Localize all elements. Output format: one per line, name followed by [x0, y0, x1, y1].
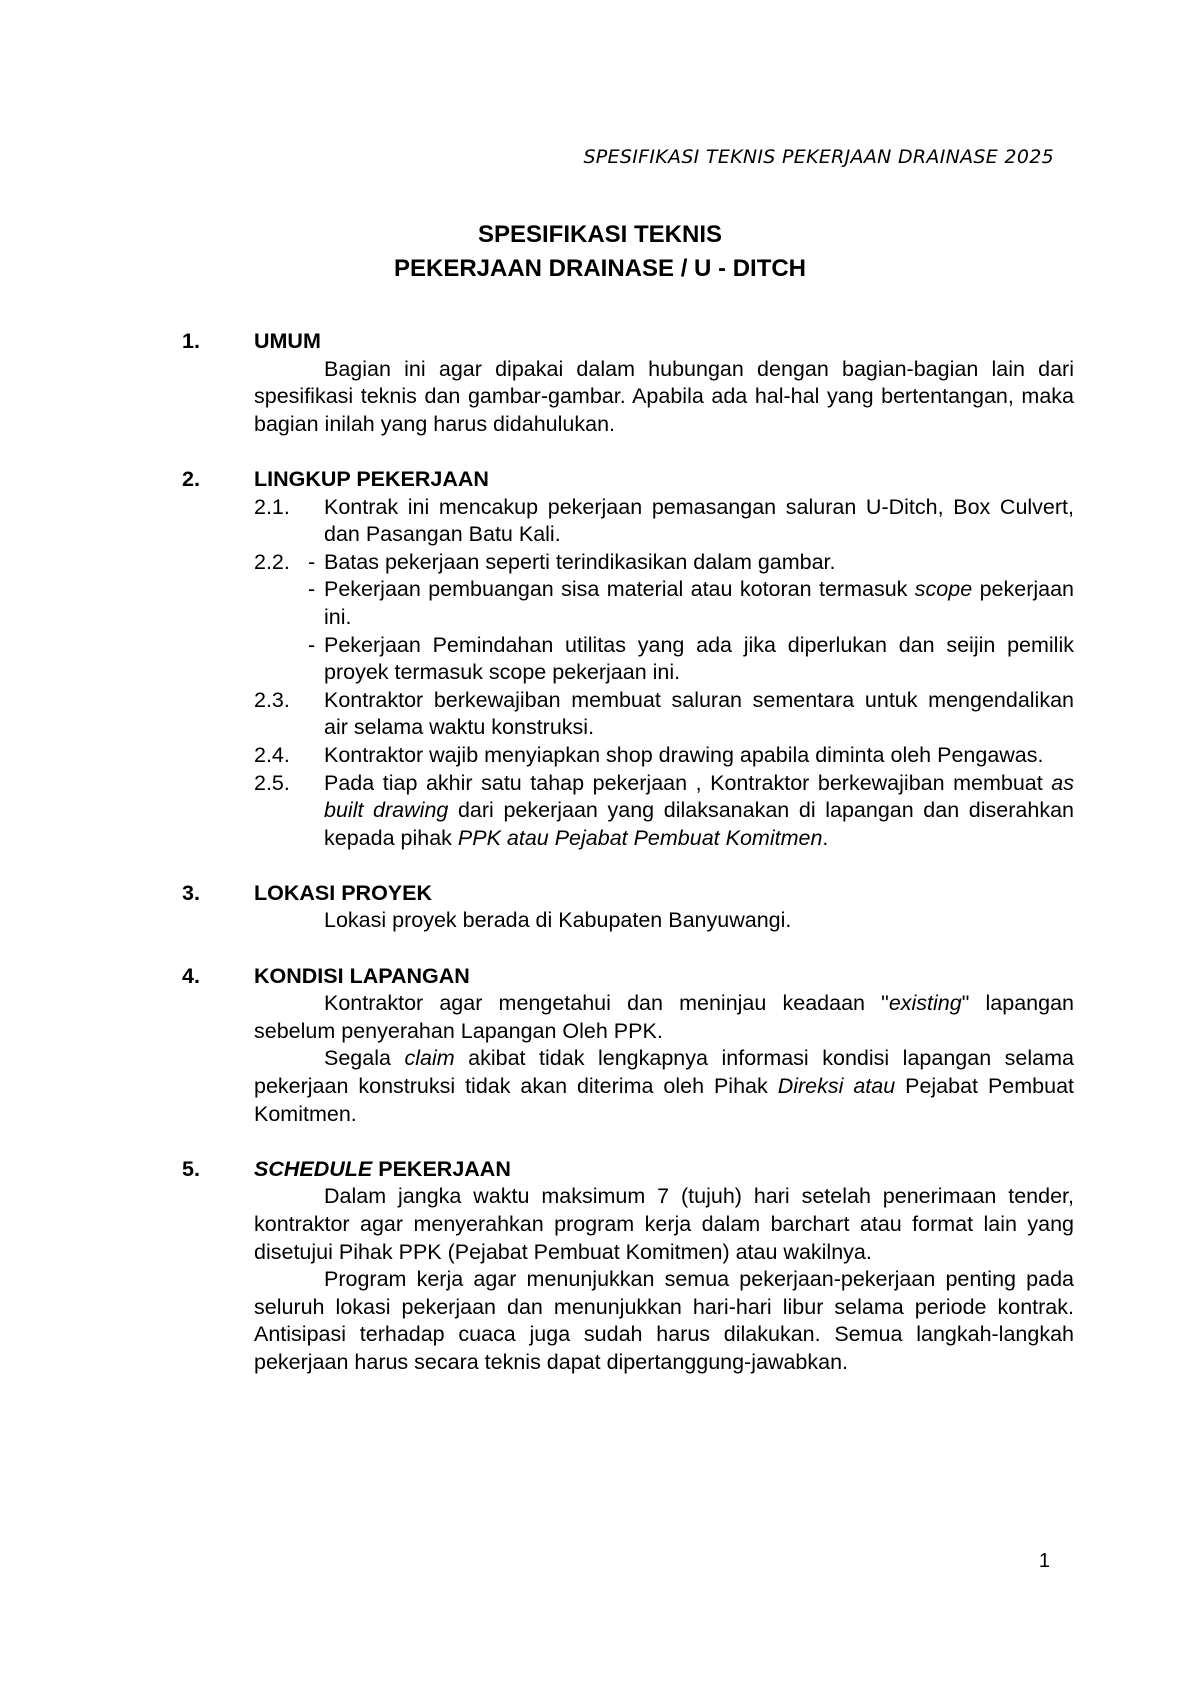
text-run: Kontraktor agar mengetahui dan meninjau keadaan ": [324, 991, 889, 1016]
paragraph: [254, 990, 1074, 1045]
sub-item-2-3: [254, 687, 1074, 742]
document-title-line-1: SPESIFIKASI TEKNIS: [477, 221, 723, 248]
italic-term: SCHEDULE: [254, 1156, 373, 1181]
sub-item-text: Kontraktor wajib menyiapkan shop drawing apabila diminta oleh Pengawas.: [324, 742, 1044, 767]
sub-item-body: [308, 549, 1074, 687]
section-schedule-pekerjaan: [182, 1156, 1074, 1377]
dash-marker: -: [308, 632, 316, 657]
dash-item: [308, 576, 1074, 631]
italic-term: as built drawing: [324, 770, 1074, 823]
sub-item-2-5: [254, 770, 1074, 853]
section-number: 3.: [182, 880, 200, 905]
document-body: [182, 328, 1074, 1404]
text-run: akibat tidak lengkapnya informasi kondisi lapangan selama pekerjaan konstruksi tidak akan diterima oleh Pihak: [254, 1046, 1074, 1099]
paragraph: Program kerja agar menunjukkan semua pekerjaan-pekerjaan penting pada seluruh lokasi pekerjaan dan menunjukkan hari-hari libur selama periode kontrak. Antisipasi terhadap cuaca juga sudah harus dilakukan. Semua langkah-langkah pekerjaan harus secara teknis dapat dipertanggung-jawabkan.: [254, 1267, 1074, 1374]
document-title-line-2: PEKERJAAN DRAINASE / U - DITCH: [393, 255, 807, 282]
sub-item-number: 2.1.: [254, 494, 290, 519]
paragraph: Dalam jangka waktu maksimum 7 (tujuh) hari setelah penerimaan tender, kontraktor agar menyerahkan program kerja dalam barchart atau format lain yang disetujui Pihak PPK (Pejabat Pembuat Komitmen) atau wakilnya.: [254, 1184, 1074, 1264]
dash-item-text: Batas pekerjaan seperti terindikasikan dalam gambar.: [324, 549, 836, 574]
italic-term: Direksi atau: [777, 1074, 896, 1099]
section-umum: [182, 328, 1074, 438]
sub-item-number: 2.3.: [254, 687, 290, 712]
sub-item-2-1: [254, 494, 1074, 549]
italic-term: claim: [404, 1046, 455, 1071]
section-title: [254, 1156, 1074, 1184]
section-number: 1.: [182, 329, 200, 353]
sub-item-number: 2.2.: [254, 549, 290, 574]
text-run: dari pekerjaan yang dilaksanakan di lapangan dan diserahkan kepada pihak: [324, 798, 1074, 850]
section-heading: [182, 1156, 1074, 1184]
sub-item-number: 2.5.: [254, 770, 290, 795]
sub-item-2-4: [254, 742, 1074, 770]
section-number: 4.: [182, 963, 200, 988]
italic-term: PPK atau Pejabat Pembuat Komitmen: [457, 825, 823, 850]
italic-term: existing: [888, 991, 962, 1016]
section-number: 5.: [182, 1156, 200, 1181]
section-heading: [182, 328, 1074, 356]
section-content: [254, 494, 1074, 853]
section-number: 2.: [182, 466, 200, 491]
section-lingkup-pekerjaan: [182, 466, 1074, 852]
text-run: .: [822, 825, 829, 850]
section-title: LOKASI PROYEK: [254, 880, 432, 905]
paragraph: Lokasi proyek berada di Kabupaten Banyuwangi.: [324, 908, 792, 933]
dash-marker: -: [308, 549, 316, 574]
paragraph: [254, 1045, 1074, 1128]
section-content: [254, 1183, 1074, 1376]
section-title: UMUM: [254, 329, 321, 353]
dash-item: [308, 632, 1074, 687]
section-heading: [182, 466, 1074, 494]
running-header: SPESIFIKASI TEKNIS PEKERJAAN DRAINASE 2025: [583, 146, 1054, 168]
paragraph: Bagian ini agar dipakai dalam hubungan dengan bagian-bagian lain dari spesifikasi teknis dan gambar-gambar. Apabila ada hal-hal yang bertentangan, maka bagian inilah yang harus didahulukan.: [254, 356, 1074, 436]
dash-item-text: [324, 576, 1074, 631]
dash-marker: -: [308, 577, 316, 602]
text-run: Pejabat Pembuat Komitmen.: [254, 1074, 1075, 1126]
text-run: " lapangan sebelum penyerahan Lapangan Oleh PPK.: [254, 991, 1074, 1043]
section-content: [254, 907, 1074, 935]
section-heading: [182, 880, 1074, 908]
sub-item-2-2: [254, 549, 1074, 687]
text-run: Pada tiap akhir satu tahap pekerjaan , Kontraktor berkewajiban membuat: [324, 770, 1052, 795]
sub-item-text: Kontrak ini mencakup pekerjaan pemasangan saluran U-Ditch, Box Culvert, dan Pasangan Batu Kali.: [324, 494, 1074, 547]
section-title: LINGKUP PEKERJAAN: [254, 466, 489, 491]
page-number: 1: [1038, 1550, 1050, 1572]
dash-item: [308, 549, 1074, 577]
section-heading: [182, 963, 1074, 991]
section-lokasi-proyek: [182, 880, 1074, 935]
sub-item-number: 2.4.: [254, 742, 290, 767]
dash-item-text: Pekerjaan Pemindahan utilitas yang ada jika diperlukan dan seijin pemilik proyek termasuk scope pekerjaan ini.: [324, 632, 1074, 685]
text-run: Segala: [324, 1046, 405, 1071]
section-kondisi-lapangan: [182, 963, 1074, 1129]
text-run: PEKERJAAN: [372, 1156, 511, 1181]
section-content: [254, 990, 1074, 1128]
section-title: KONDISI LAPANGAN: [254, 963, 470, 988]
text-run: Pekerjaan pembuangan sisa material atau kotoran termasuk: [324, 577, 915, 602]
section-content: [254, 356, 1074, 439]
sub-item-text: [324, 770, 1074, 853]
italic-term: scope: [914, 577, 973, 602]
sub-item-text: Kontraktor berkewajiban membuat saluran sementara untuk mengendalikan air selama waktu konstruksi.: [324, 687, 1074, 740]
text-run: pekerjaan ini.: [324, 577, 1074, 629]
